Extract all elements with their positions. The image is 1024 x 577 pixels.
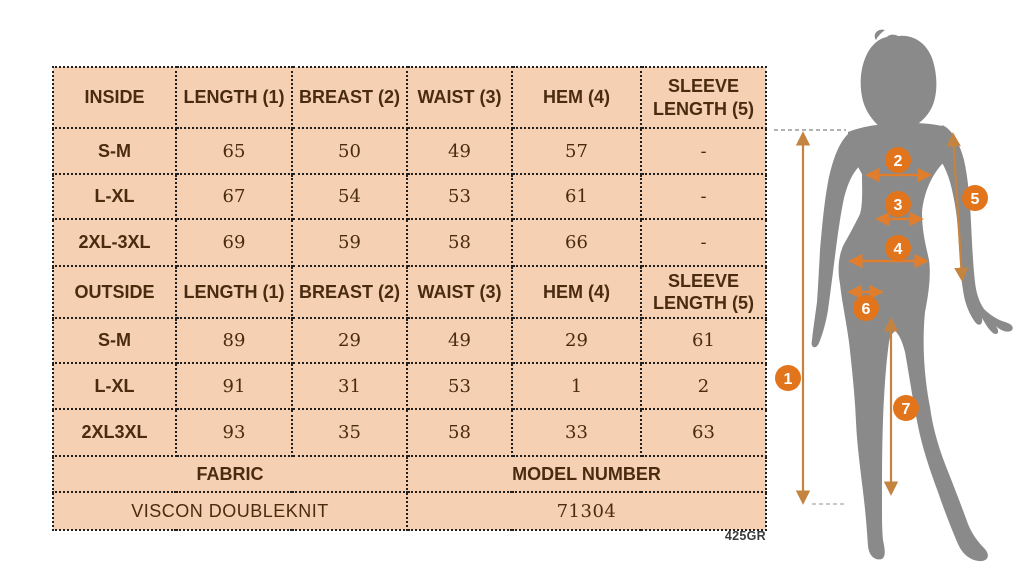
svg-text:5: 5: [970, 191, 980, 208]
measurement-cell: 93: [176, 409, 292, 456]
table-row: [53, 363, 766, 409]
measurement-cell: 29: [512, 318, 641, 363]
measurement-cell: -: [641, 128, 766, 174]
measurement-cell: -: [641, 219, 766, 266]
table-row: [53, 128, 766, 174]
marker-7: [893, 395, 919, 421]
table-row: [53, 318, 766, 363]
table-row: [53, 174, 766, 219]
measurement-cell: 33: [512, 409, 641, 456]
size-label: S-M: [53, 128, 176, 174]
fabric-model-header-row: [53, 456, 766, 492]
measurement-cell: 65: [176, 128, 292, 174]
measurement-cell: 61: [512, 174, 641, 219]
fabric-header: FABRIC: [53, 456, 407, 492]
marker-6: [853, 295, 879, 321]
measurement-cell: 49: [407, 128, 512, 174]
length-header: LENGTH (1): [176, 266, 292, 318]
measurement-figure: [772, 12, 1022, 574]
measurement-cell: 29: [292, 318, 407, 363]
outside-header: OUTSIDE: [53, 266, 176, 318]
measurement-cell: 69: [176, 219, 292, 266]
hem-header: HEM (4): [512, 67, 641, 128]
svg-text:6: 6: [861, 301, 871, 318]
table-row: [53, 219, 766, 266]
measurement-cell: 54: [292, 174, 407, 219]
marker-1: [775, 365, 801, 391]
breast-header: BREAST (2): [292, 266, 407, 318]
length-header: LENGTH (1): [176, 67, 292, 128]
size-chart-table: [52, 66, 767, 531]
measurement-cell: 53: [407, 363, 512, 409]
fabric-model-value-row: [53, 492, 766, 530]
measurement-cell: 63: [641, 409, 766, 456]
measurement-cell: 58: [407, 409, 512, 456]
measurement-cell: 50: [292, 128, 407, 174]
inside-header: INSIDE: [53, 67, 176, 128]
outside-header-row: [53, 266, 766, 318]
marker-3: [885, 191, 911, 217]
model-number-value: 71304: [407, 492, 766, 530]
marker-2: [885, 147, 911, 173]
measurement-cell: 91: [176, 363, 292, 409]
measurement-cell: 66: [512, 219, 641, 266]
sleeve-length-header: SLEEVE LENGTH (5): [641, 266, 766, 318]
svg-text:4: 4: [893, 241, 903, 258]
size-label: S-M: [53, 318, 176, 363]
measurement-cell: 89: [176, 318, 292, 363]
table-row: [53, 409, 766, 456]
svg-text:1: 1: [783, 371, 793, 388]
measurement-cell: 31: [292, 363, 407, 409]
measurement-cell: 61: [641, 318, 766, 363]
svg-text:7: 7: [901, 401, 911, 418]
measurement-cell: 67: [176, 174, 292, 219]
breast-header: BREAST (2): [292, 67, 407, 128]
measurement-cell: 58: [407, 219, 512, 266]
waist-header: WAIST (3): [407, 67, 512, 128]
measurement-cell: 35: [292, 409, 407, 456]
marker-5: [962, 185, 988, 211]
size-label: L-XL: [53, 174, 176, 219]
hem-header: HEM (4): [512, 266, 641, 318]
size-label: 2XL3XL: [53, 409, 176, 456]
female-silhouette-icon: [812, 30, 1013, 561]
sleeve-length-header: SLEEVE LENGTH (5): [641, 67, 766, 128]
waist-header: WAIST (3): [407, 266, 512, 318]
model-number-header: MODEL NUMBER: [407, 456, 766, 492]
size-label: 2XL-3XL: [53, 219, 176, 266]
measurement-cell: 1: [512, 363, 641, 409]
fabric-value: VISCON DOUBLEKNIT: [53, 492, 407, 530]
marker-4: [885, 235, 911, 261]
measurement-cell: 59: [292, 219, 407, 266]
svg-text:3: 3: [893, 197, 903, 214]
inside-header-row: [53, 67, 766, 128]
measurement-cell: 57: [512, 128, 641, 174]
weight-note: 425GR: [724, 529, 766, 543]
measurement-cell: -: [641, 174, 766, 219]
measurement-cell: 49: [407, 318, 512, 363]
svg-text:2: 2: [893, 153, 903, 170]
measurement-cell: 53: [407, 174, 512, 219]
size-label: L-XL: [53, 363, 176, 409]
measurement-cell: 2: [641, 363, 766, 409]
